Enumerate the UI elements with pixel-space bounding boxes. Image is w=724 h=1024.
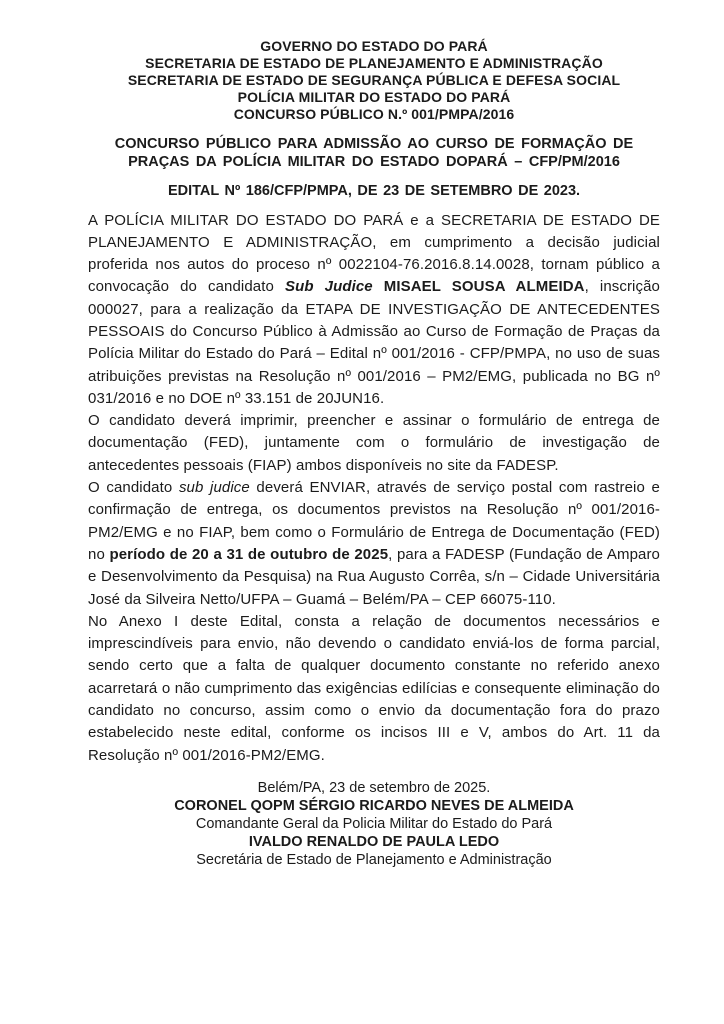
letterhead-line-contest-number: CONCURSO PÚBLICO N.º 001/PMPA/2016 bbox=[233, 106, 515, 122]
document-title bbox=[88, 136, 660, 171]
signer-1-name: CORONEL QOPM SÉRGIO RICARDO NEVES DE ALMEIDA bbox=[174, 797, 574, 814]
document-title-line-2: PRAÇAS DA POLÍCIA MILITAR DO ESTADO DOPARÁ – CFP/PM/2016 bbox=[128, 153, 620, 170]
letterhead-line-planning-secretariat: SECRETARIA DE ESTADO DE PLANEJAMENTO E ADMINISTRAÇÃO bbox=[145, 55, 603, 71]
paragraph-forms-instructions: O candidato deverá imprimir, preencher e assinar o formulário de entrega de documentação (FED), juntamente com o formulário de investigação de antecedentes pessoais (FIAP) ambos disponíveis no site da FADESP. bbox=[88, 412, 660, 474]
body-text bbox=[88, 210, 660, 767]
place-date-line: Belém/PA, 23 de setembro de 2025. bbox=[257, 779, 491, 796]
paragraph-mailing-instructions: O candidato sub judice deverá ENVIAR, através de serviço postal com rastreio e confirmação de entrega, os documentos previstos na Resolução nº 001/2016-PM2/EMG e no FIAP, bem como o Formulário de Entrega de Documentação (FED) no período de 20 a 31 de outubro de 2025, para a FADESP (Fundação de Amparo e Desenvolvimento da Pesquisa) na Rua Augusto Corrêa, s/n – Cidade Universitária José da Silveira Netto/UFPA – Guamá – Belém/PA – CEP 66075-110. bbox=[88, 479, 660, 608]
signature-block bbox=[88, 779, 660, 869]
document-title-line-1: CONCURSO PÚBLICO PARA ADMISSÃO AO CURSO DE FORMAÇÃO DE bbox=[114, 136, 634, 152]
signer-2-role: Secretária de Estado de Planejamento e Administração bbox=[196, 851, 552, 868]
letterhead bbox=[88, 38, 660, 123]
paragraph-convocation: A POLÍCIA MILITAR DO ESTADO DO PARÁ e a SECRETARIA DE ESTADO DE PLANEJAMENTO E ADMINISTRAÇÃO, em cumprimento a decisão judicial proferida nos autos do proceso nº 0022104-76.2016.8.14.0028, tornam público a convocação do candidato Sub Judice MISAEL SOUSA ALMEIDA, inscrição 000027, para a realização da ETAPA DE INVESTIGAÇÃO DE ANTECEDENTES PESSOAIS do Concurso Público à Admissão ao Curso de Formação de Praças da Polícia Militar do Estado do Pará – Edital nº 001/2016 - CFP/PMPA, no uso de suas atribuições previstas na Resolução nº 001/2016 – PM2/EMG, publicada no BG nº 031/2016 e no DOE nº 33.151 de 20JUN16. bbox=[88, 211, 660, 407]
signer-2-name: IVALDO RENALDO DE PAULA LEDO bbox=[248, 833, 500, 850]
signer-1-role: Comandante Geral da Policia Militar do Estado do Pará bbox=[195, 815, 553, 832]
letterhead-line-government: GOVERNO DO ESTADO DO PARÁ bbox=[260, 38, 488, 54]
letterhead-line-security-secretariat: SECRETARIA DE ESTADO DE SEGURANÇA PÚBLICA E DEFESA SOCIAL bbox=[127, 72, 621, 88]
edital-heading: EDITAL Nº 186/CFP/PMPA, DE 23 DE SETEMBRO DE 2023. bbox=[167, 183, 581, 199]
letterhead-line-military-police: POLÍCIA MILITAR DO ESTADO DO PARÁ bbox=[237, 89, 511, 105]
paragraph-annex-requirements: No Anexo I deste Edital, consta a relação de documentos necessários e imprescindíveis para envio, não devendo o candidato enviá-los de forma parcial, sendo certo que a falta de qualquer documento constante no referido anexo acarretará o não cumprimento das exigências edilícias e consequente eliminação do candidato no concurso, assim como o envio da documentação fora do prazo estabelecido neste edital, conforme os incisos III e V, ambos do Art. 11 da Resolução nº 001/2016-PM2/EMG. bbox=[88, 612, 660, 764]
